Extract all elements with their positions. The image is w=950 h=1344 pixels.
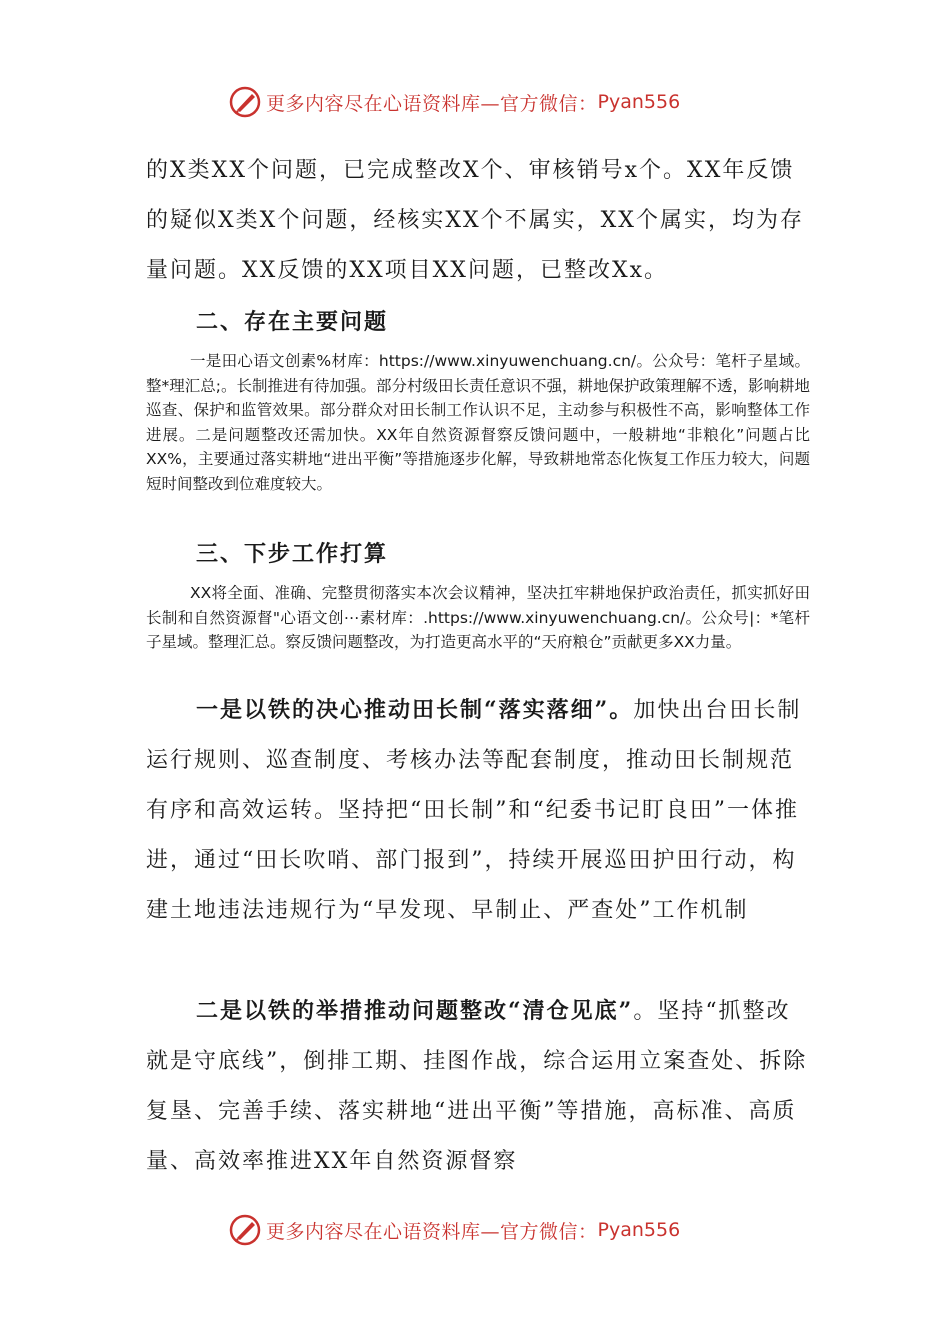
banner-wechat-id: Pyan556 [597, 1219, 681, 1241]
paragraph-plan-intro: XX将全面、准确、完整贯彻落实本次会议精神，坚决扛牢耕地保护政治责任，抓实抓好田长制和自然资源督"心语文创⋯素材库：.https://www.xinyuwenchuang.cn/。公众号|：*笔杆子星域。整理汇总。察反馈问题整改，为打造更高水平的“天府粮仓”贡献更多XX力量。 [146, 584, 810, 652]
paragraph-lead-2: 二是以铁的举措推动问题整改“清仓见底” [196, 998, 634, 1024]
section-heading-2: 二、存在主要问题 [196, 309, 389, 335]
paragraph-problems: 一是田心语文创素%材库：https://www.xinyuwenchuang.cn/。公众号：笔杆子星域。整*理汇总;。长制推进有待加强。部分村级田长责任意识不强，耕地保护政策理解不透，影响耕地巡查、保护和监管效果。部分群众对田长制工作认识不足，主动参与积极性不高，影响整体工作进展。二是问题整改还需加快。XX年自然资源督察反馈问题中，一般耕地“非粮化”问题占比XX%，主要通过落实耕地“进出平衡”等措施逐步化解，导致耕地常态化恢复工作压力较大，问题短时间整改到位难度较大。 [146, 352, 810, 493]
paragraph-body-1: 加快出台田长制运行规则、巡查制度、考核办法等配套制度，推动田长制规范有序和高效运转。坚持把“田长制”和“纪委书记盯良田”一体推进，通过“田长吹哨、部门报到”，持续开展巡田护田行动，构建土地违法违规行为“早发现、早制止、严查处”工作机制 [146, 698, 802, 923]
banner-text: 更多内容尽在心语资料库—官方微信： [266, 92, 598, 115]
banner-text: 更多内容尽在心语资料库—官方微信： [266, 1220, 598, 1243]
header-watermark-banner [228, 85, 680, 119]
pen-in-circle-icon [228, 85, 262, 119]
paragraph-field-chief [146, 685, 810, 936]
banner-wechat-id: Pyan556 [597, 91, 681, 113]
section-heading-3: 三、下步工作打算 [196, 541, 389, 567]
paragraph-rectification [146, 986, 810, 1187]
footer-watermark-banner [228, 1213, 680, 1247]
paragraph-lead-1: 一是以铁的决心推动田长制“落实落细”。 [196, 697, 634, 723]
pen-in-circle-icon [228, 1213, 262, 1247]
paragraph-continuation: 的X类XX个问题，已完成整改X个、审核销号x个。XX年反馈的疑似X类X个问题，经核实XX个不属实，XX个属实，均为存量问题。XX反馈的XX项目XX问题，已整改Xx。 [146, 158, 804, 283]
paragraph-body-2: 。坚持“抓整改就是守底线”，倒排工期、挂图作战，综合运用立案查处、拆除复垦、完善手续、落实耕地“进出平衡”等措施，高标准、高质量、高效率推进XX年自然资源督察 [146, 999, 808, 1174]
